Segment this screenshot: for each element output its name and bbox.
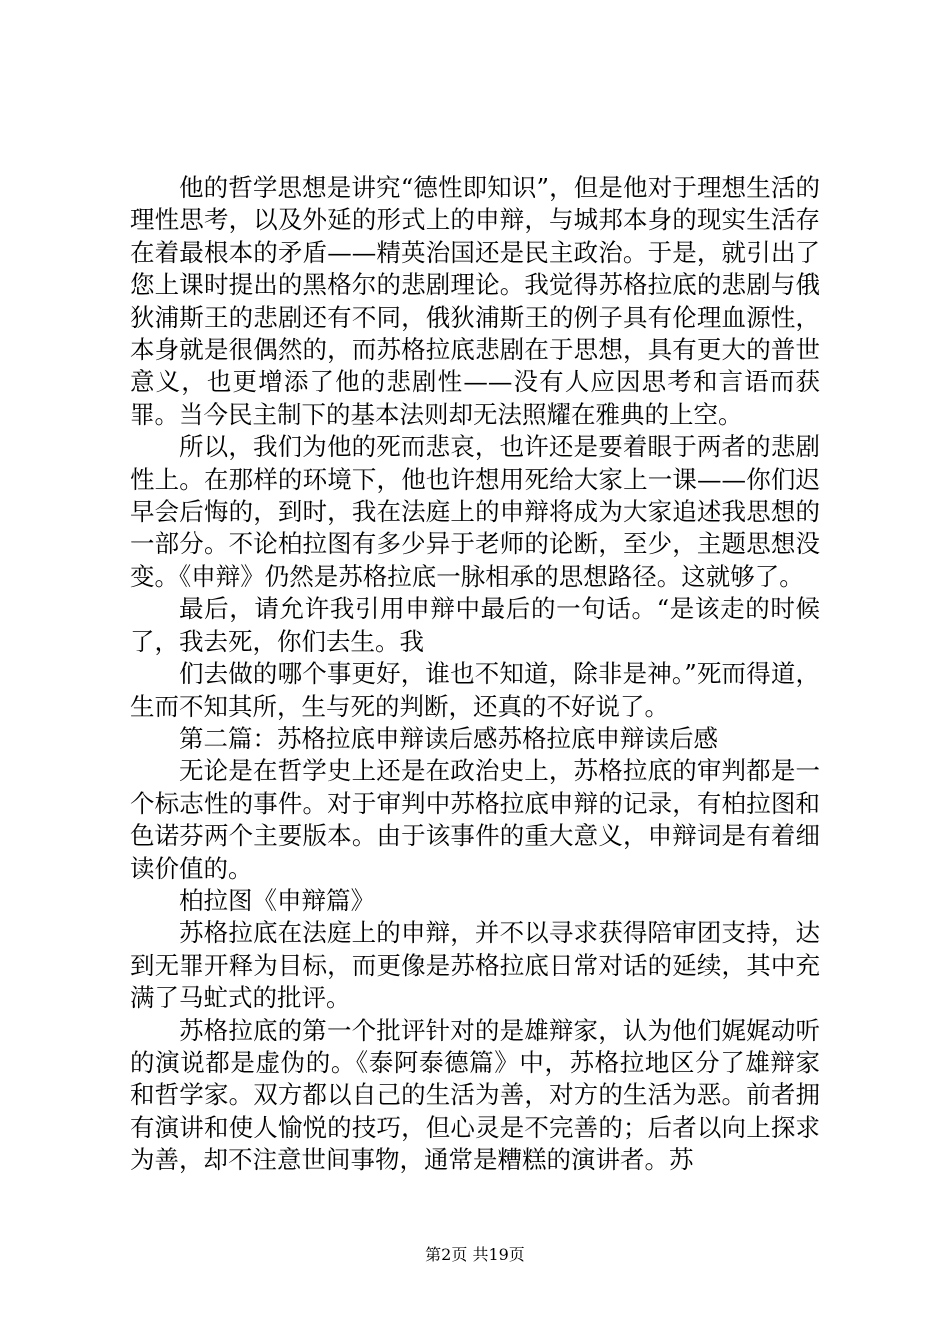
paragraph-hegel-tragedy: 他的哲学思想是讲究“德性即知识”，但是他对于理想生活的理性思考，以及外延的形式上的申辩，与城邦本身的现实生活存在着最根本的矛盾——精英治国还是民主政治。于是，就引出了您上课时提出的黑格尔的悲剧理论。我觉得苏格拉底的悲剧与俄狄浦斯王的悲剧还有不同，俄狄浦斯王的例子具有伦理血源性，本身就是很偶然的，而苏格拉底悲剧在于思想，具有更大的普世意义，也更增添了他的悲剧性——没有人应因思考和言语而获罪。当今民主制下的基本法则却无法照耀在雅典的上空。 xyxy=(130,173,820,429)
subheading-plato-apology: 柏拉图《申辩篇》 xyxy=(179,885,375,915)
paragraph-first-criticism: 苏格拉底的第一个批评针对的是雄辩家，认为他们娓娓动听的演说都是虚伪的。《泰阿泰德篇》中，苏格拉地区分了雄辩家和哲学家。双方都以自己的生活为善，对方的生活为恶。前者拥有演讲和使人愉悦的技巧，但心灵是不完善的；后者以向上探求为善，却不注意世间事物，通常是糟糕的演讲者。苏 xyxy=(130,1015,820,1175)
paragraph-trial-significance: 无论是在哲学史上还是在政治史上，苏格拉底的审判都是一个标志性的事件。对于审判中苏格拉底申辩的记录，有柏拉图和色诺芬两个主要版本。由于该事件的重大意义，申辩词是有着细读价值的。 xyxy=(130,756,820,883)
document-body xyxy=(130,172,820,1177)
page-number-footer: 第2页 共19页 xyxy=(425,1245,525,1264)
paragraph-final-quote: 最后，请允许我引用申辩中最后的一句话。“是该走的时候了，我去死，你们去生。我 xyxy=(130,594,820,656)
paragraph-final-quote-continued: 们去做的哪个事更好，谁也不知道，除非是神。”死而得道，生而不知其所，生与死的判断，还真的不好说了。 xyxy=(130,659,820,721)
paragraph-mourning-death: 所以，我们为他的死而悲哀，也许还是要着眼于两者的悲剧性上。在那样的环境下，他也许想用死给大家上一课——你们迟早会后悔的，到时，我在法庭上的申辩将成为大家追述我思想的一部分。不论柏拉图有多少异于老师的论断，至少，主题思想没变。《申辩》仍然是苏格拉底一脉相承的思想路径。这就够了。 xyxy=(130,432,820,591)
section-heading-part-two: 第二篇：苏格拉底申辩读后感苏格拉底申辩读后感 xyxy=(179,723,718,753)
paragraph-court-defense: 苏格拉底在法庭上的申辩，并不以寻求获得陪审团支持，达到无罪开释为目标，而更像是苏格拉底日常对话的延续，其中充满了马虻式的批评。 xyxy=(130,918,820,1013)
